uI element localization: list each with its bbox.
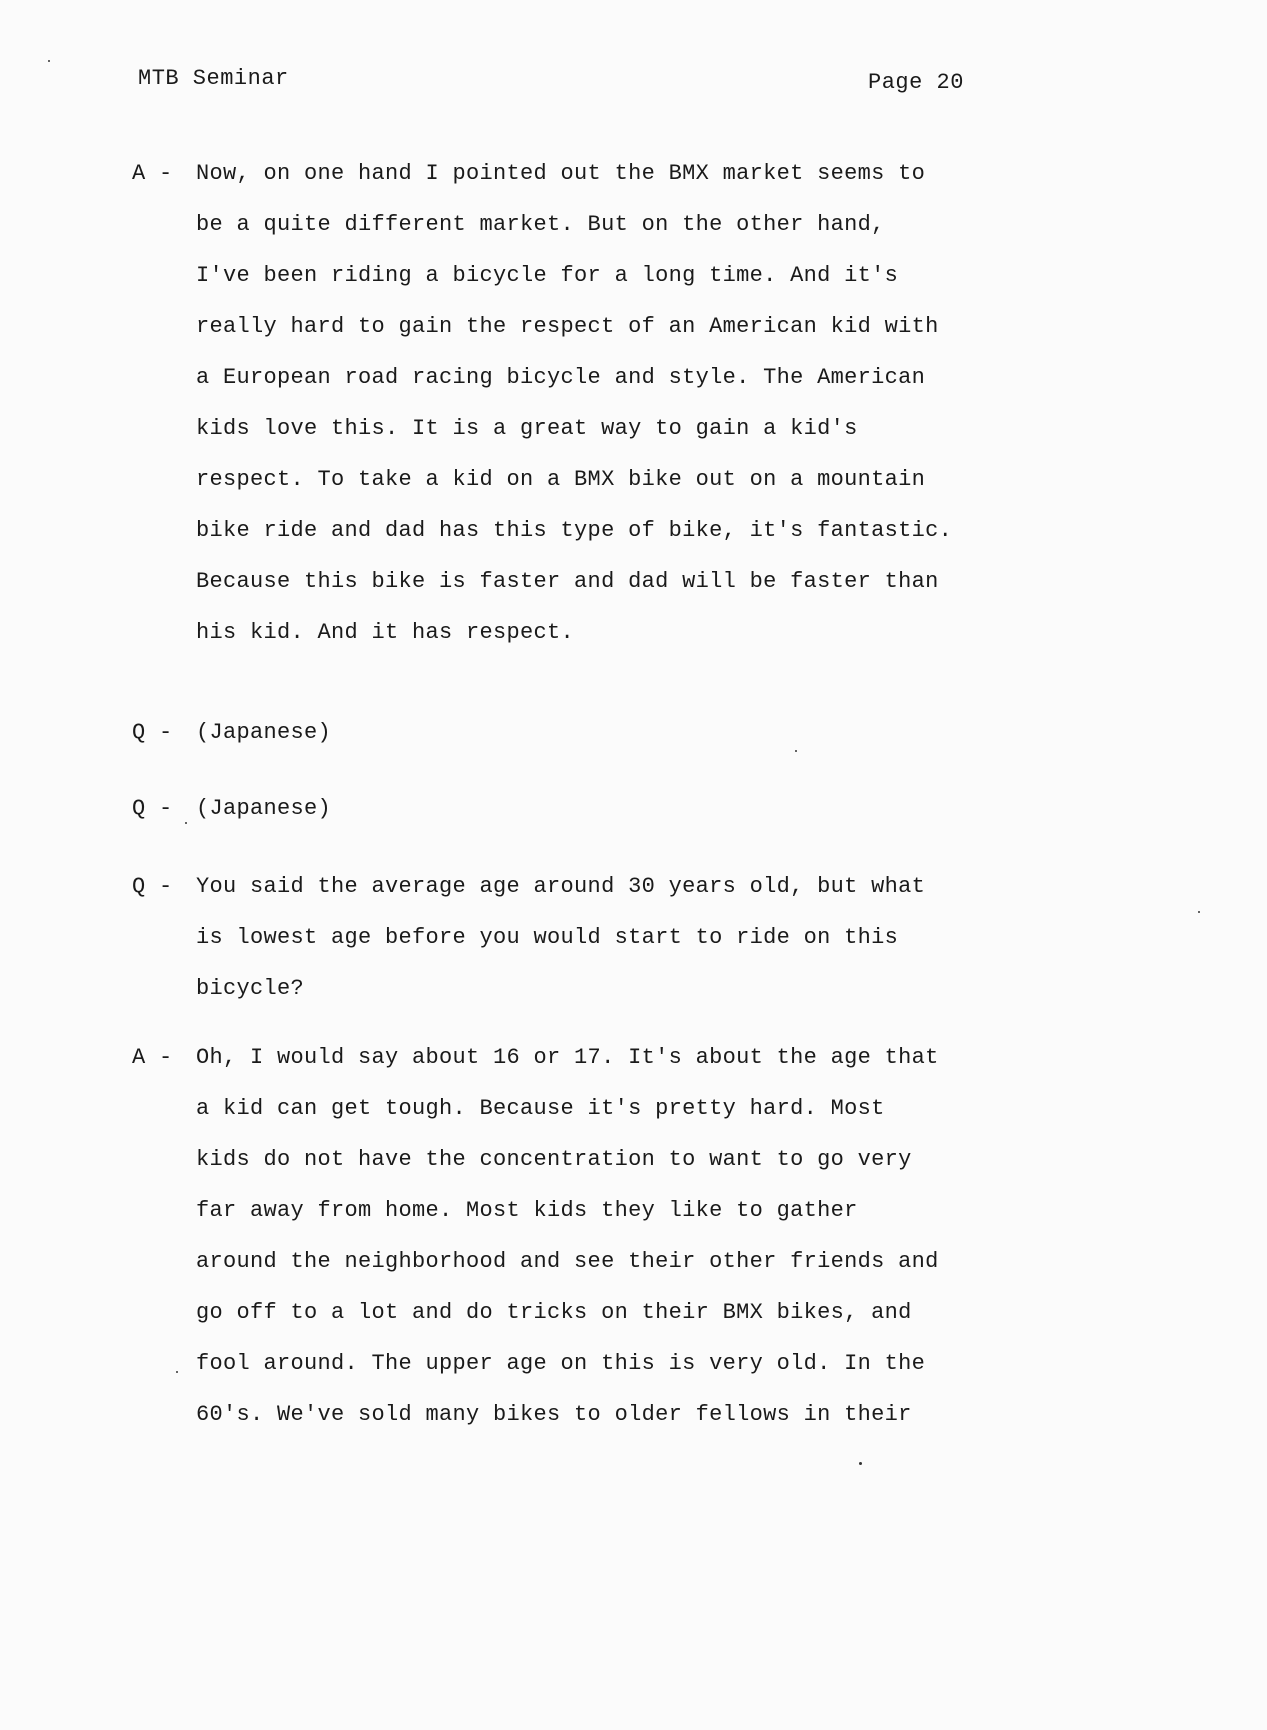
text-line: far away from home. Most kids they like to gather bbox=[196, 1198, 858, 1223]
speaker-label: A - bbox=[132, 161, 173, 186]
speaker-label: Q - bbox=[132, 720, 173, 745]
scan-speck bbox=[1198, 911, 1200, 913]
transcript-entry-question bbox=[132, 783, 1072, 834]
text-line: 60's. We've sold many bikes to older fellows in their bbox=[196, 1402, 912, 1427]
scan-speck bbox=[795, 750, 797, 752]
text-line: Now, on one hand I pointed out the BMX market seems to bbox=[196, 161, 926, 186]
scan-speck bbox=[859, 1462, 862, 1465]
text-line: I've been riding a bicycle for a long time. And it's bbox=[196, 263, 899, 288]
page-number: Page 20 bbox=[868, 70, 964, 95]
text-line: bike ride and dad has this type of bike, it's fantastic. bbox=[196, 518, 953, 543]
text-line: (Japanese) bbox=[196, 720, 332, 745]
speaker-label: Q - bbox=[132, 874, 173, 899]
text-line: respect. To take a kid on a BMX bike out on a mountain bbox=[196, 467, 926, 492]
transcript-entry-answer bbox=[132, 148, 1072, 658]
text-line: a kid can get tough. Because it's pretty hard. Most bbox=[196, 1096, 885, 1121]
text-line: really hard to gain the respect of an American kid with bbox=[196, 314, 939, 339]
text-line: (Japanese) bbox=[196, 796, 332, 821]
text-line: his kid. And it has respect. bbox=[196, 620, 575, 645]
transcript-entry-question bbox=[132, 707, 1072, 758]
entry-text bbox=[196, 1032, 1086, 1440]
text-line: kids do not have the concentration to want to go very bbox=[196, 1147, 912, 1172]
document-title: MTB Seminar bbox=[138, 66, 289, 91]
scan-speck bbox=[185, 822, 187, 824]
text-line: kids love this. It is a great way to gain a kid's bbox=[196, 416, 858, 441]
scan-speck bbox=[48, 60, 50, 62]
entry-text bbox=[196, 783, 1086, 834]
text-line: Oh, I would say about 16 or 17. It's about the age that bbox=[196, 1045, 939, 1070]
text-line: Because this bike is faster and dad will be faster than bbox=[196, 569, 939, 594]
text-line: fool around. The upper age on this is very old. In the bbox=[196, 1351, 926, 1376]
text-line: go off to a lot and do tricks on their BMX bikes, and bbox=[196, 1300, 912, 1325]
text-line: bicycle? bbox=[196, 976, 305, 1001]
transcript-entry-question bbox=[132, 861, 1072, 1014]
text-line: You said the average age around 30 years old, but what bbox=[196, 874, 926, 899]
speaker-label: A - bbox=[132, 1045, 173, 1070]
text-line: is lowest age before you would start to ride on this bbox=[196, 925, 899, 950]
entry-text bbox=[196, 861, 1086, 1014]
transcript-entry-answer bbox=[132, 1032, 1072, 1440]
text-line: a European road racing bicycle and style. The American bbox=[196, 365, 926, 390]
speaker-label: Q - bbox=[132, 796, 173, 821]
text-line: be a quite different market. But on the other hand, bbox=[196, 212, 885, 237]
entry-text bbox=[196, 148, 1086, 658]
text-line: around the neighborhood and see their other friends and bbox=[196, 1249, 939, 1274]
entry-text bbox=[196, 707, 1086, 758]
scan-speck bbox=[176, 1371, 178, 1373]
